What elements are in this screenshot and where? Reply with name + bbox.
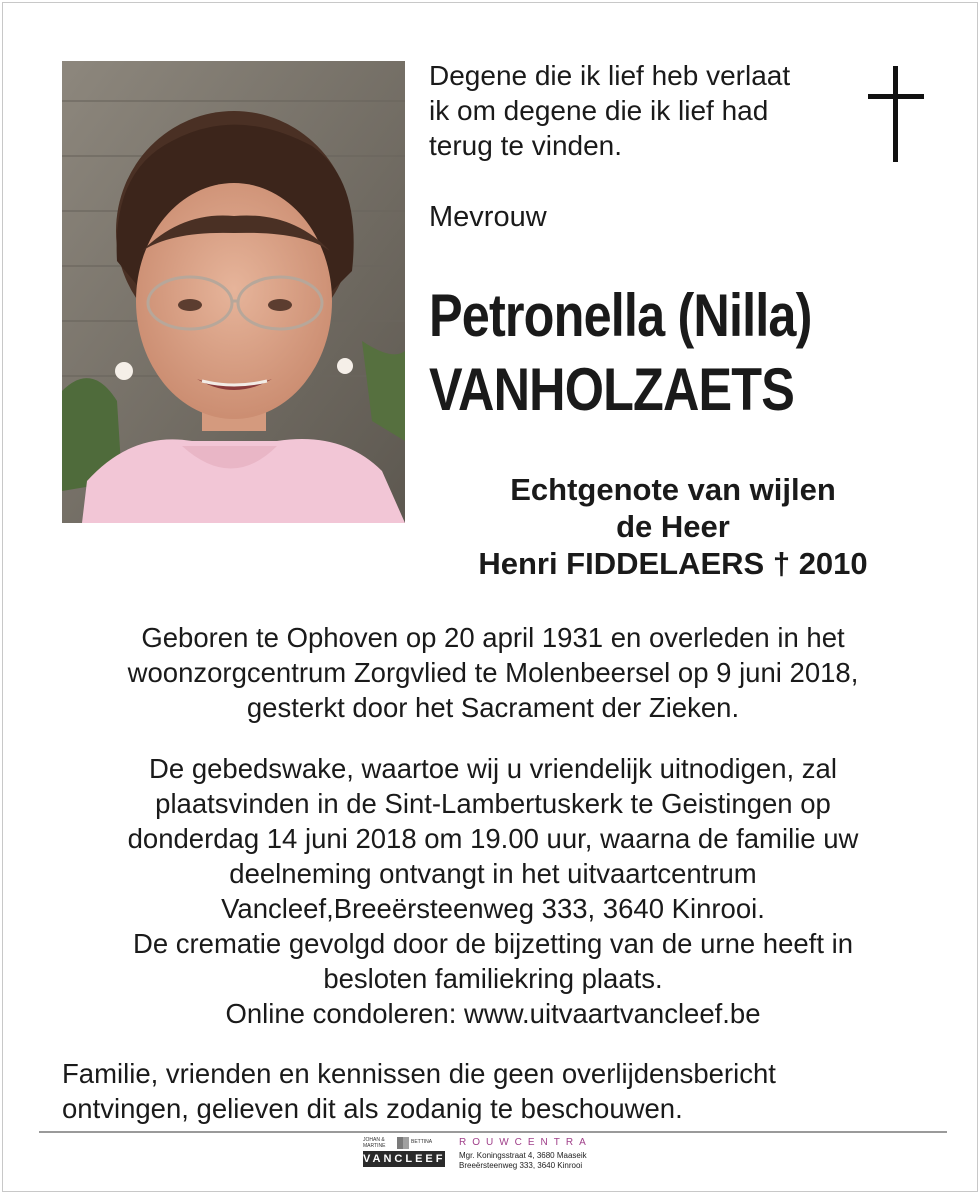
footer-divider xyxy=(39,1131,947,1133)
paragraph-line: Geboren te Ophoven op 20 april 1931 en overleden in het xyxy=(141,622,845,653)
paragraph-line: gesterkt door het Sacrament der Zieken. xyxy=(246,692,740,723)
cross-icon xyxy=(868,66,924,162)
spouse-line: de Heer xyxy=(616,509,730,544)
portrait-image xyxy=(62,61,405,523)
quote-line: terug te vinden. xyxy=(429,130,623,161)
quote-line: Degene die ik lief heb verlaat xyxy=(429,60,791,91)
logo-wordmark: VANCLEEF xyxy=(363,1153,446,1165)
spouse-line: Echtgenote van wijlen xyxy=(510,472,836,507)
paragraph-line: besloten familiekring plaats. xyxy=(323,963,663,994)
paragraph-line: deelneming ontvangt in het uitvaartcentrum xyxy=(229,858,757,889)
deceased-name xyxy=(429,279,883,427)
paragraph-line: donderdag 14 juni 2018 om 19.00 uur, waarna de familie uw xyxy=(127,823,859,854)
deceased-first-name: Petronella (Nilla) xyxy=(429,282,812,349)
obituary-card xyxy=(2,2,978,1192)
quote-line: ik om degene die ik lief had xyxy=(429,95,769,126)
paragraph-line: woonzorgcentrum Zorgvlied te Molenbeersel op 9 juni 2018, xyxy=(127,657,859,688)
spouse-line: Henri FIDDELAERS † 2010 xyxy=(478,546,868,581)
address-line: Mgr. Koningsstraat 4, 3680 Maaseik xyxy=(459,1151,587,1160)
portrait-photo xyxy=(62,61,405,523)
paragraph-line: Familie, vrienden en kennissen die geen overlijdensbericht xyxy=(62,1058,776,1089)
paragraph-line: Vancleef,Breeërsteenweg 333, 3640 Kinrooi. xyxy=(221,893,765,924)
birth-death-paragraph xyxy=(43,620,943,725)
logo-right-text: BETTINA xyxy=(411,1139,433,1145)
funeral-details-paragraph xyxy=(43,751,943,1031)
logo-left-text: JOHAN & MARTINE xyxy=(363,1137,386,1149)
notice-paragraph xyxy=(62,1056,942,1126)
paragraph-line: ontvingen, gelieven dit als zodanig te beschouwen. xyxy=(62,1093,683,1124)
paragraph-line: plaatsvinden in de Sint-Lambertuskerk te Geistingen op xyxy=(155,788,831,819)
deceased-last-name: VANHOLZAETS xyxy=(429,356,795,423)
paragraph-line: De gebedswake, waartoe wij u vriendelijk uitnodigen, zal xyxy=(149,753,837,784)
funeral-home-footer xyxy=(363,1137,623,1177)
brand-addresses xyxy=(459,1151,587,1171)
logo-mark-accent-icon xyxy=(403,1137,409,1149)
brand-name: ROUWCENTRA xyxy=(459,1137,592,1148)
memorial-quote xyxy=(429,58,849,163)
address-line: Breeërsteenweg 333, 3640 Kinrooi xyxy=(459,1161,583,1170)
spouse-block xyxy=(413,471,933,582)
paragraph-line: De crematie gevolgd door de bijzetting van de urne heeft in xyxy=(132,928,854,959)
condolence-link[interactable]: Online condoleren: www.uitvaartvancleef.be xyxy=(225,998,761,1029)
salutation: Mevrouw xyxy=(429,201,547,233)
